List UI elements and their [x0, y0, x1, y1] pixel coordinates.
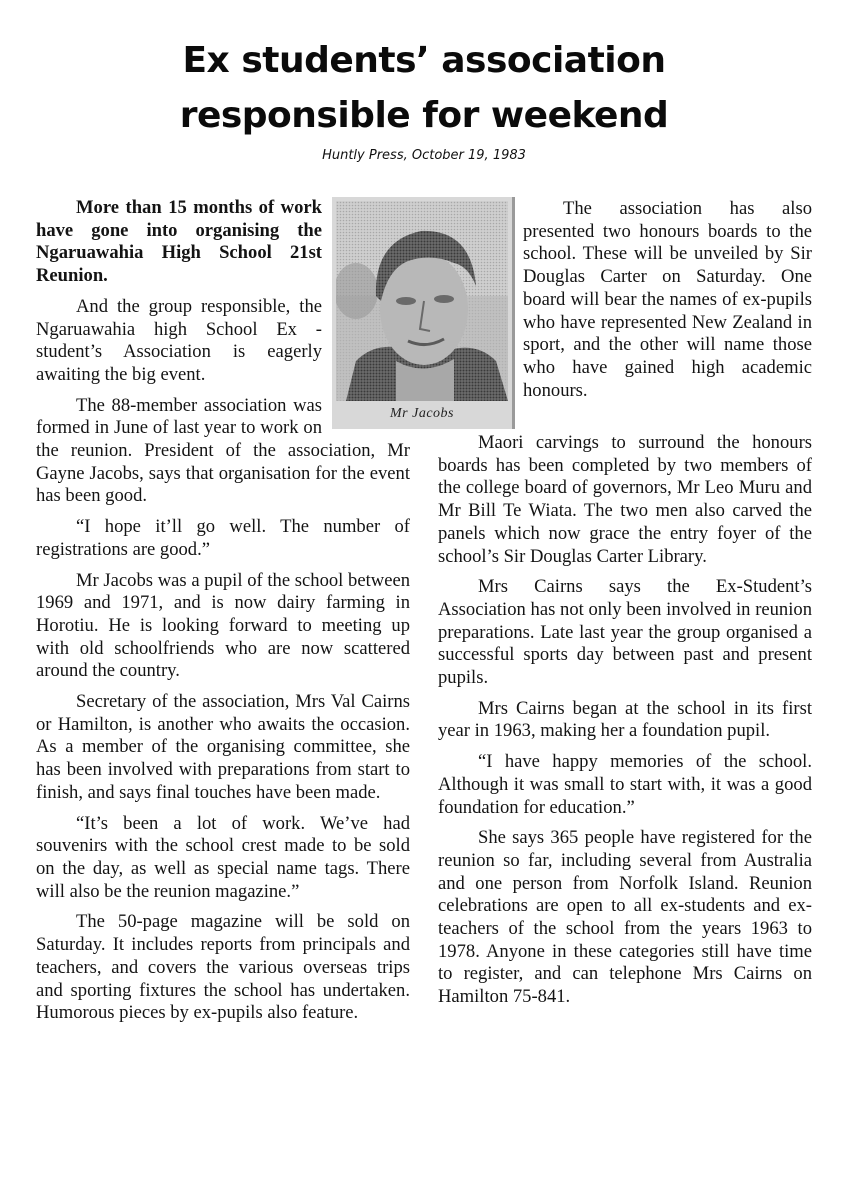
lead-paragraph: More than 15 months of work have gone into organising the Ngaruawahia High School 21st Reunion. — [36, 197, 322, 287]
paragraph: “I have happy memories of the school. Although it was small to start with, it was a good foundation for education.” — [438, 751, 812, 818]
headline-line-2: responsible for weekend — [179, 95, 669, 136]
paragraph: Maori carvings to surround the honours boards has been completed by two members of the college board of governors, Mr Leo Muru and Mr Bill Te Wiata. The two men also carved the panels which now grace the entry foyer of the school’s Sir Douglas Carter Library. — [438, 432, 812, 567]
portrait-photo — [336, 201, 508, 401]
paragraph: Mr Jacobs was a pupil of the school between 1969 and 1971, and is now dairy farming in Horotiu. He is looking forward to meeting up with old schoolfriends who are now scattered around the country. — [36, 569, 410, 682]
paragraph: Mrs Cairns says the Ex-Student’s Association has not only been involved in reunion preparations. Late last year the group organised a successful sports day between past and present pupils. — [438, 576, 812, 689]
paragraph: The 88-member association was formed in June of last year to work on the reunion. President of the association, Mr Gayne Jacobs, says that organisation for the event has been good. — [36, 394, 410, 507]
paragraph: Secretary of the association, Mrs Val Cairns or Hamilton, is another who awaits the occasion. As a member of the organising committee, she has been involved with preparations from start to finish, and says final touches have been made. — [36, 691, 410, 803]
paragraph: And the group responsible, the Ngaruawahia high School Ex -student’s Association is eagerly awaiting the big event. — [36, 295, 322, 385]
photo-frame — [332, 197, 515, 429]
paragraph: “It’s been a lot of work. We’ve had souvenirs with the school crest made to be sold on the day, as well as special name tags. There will also be the reunion magazine.” — [36, 812, 410, 902]
left-column — [36, 197, 454, 1033]
headline-line-1: Ex students’ association — [182, 40, 666, 81]
paragraph: “I hope it’ll go well. The number of registrations are good.” — [36, 516, 410, 560]
paragraph: The association has also presented two honours boards to the school. These will be unveiled by Sir Douglas Carter on Saturday. One board will bear the names of ex-pupils who have represented New Zealand in sport, and the other will name those who have gained high academic honours. — [523, 198, 812, 401]
paragraph: Mrs Cairns began at the school in its first year in 1963, making her a foundation pupil. — [438, 697, 812, 742]
source-credit: Huntly Press, October 19, 1983 — [322, 148, 526, 163]
right-column-top — [523, 198, 812, 410]
photo-caption: Mr Jacobs — [390, 406, 454, 421]
paragraph: The 50-page magazine will be sold on Saturday. It includes reports from principals and teachers, and covers the various overseas trips and sporting fixtures the school has undertaken. Humorous pieces by ex-pupils also feature. — [36, 911, 410, 1024]
right-column — [438, 432, 812, 1017]
photo-figure — [332, 197, 512, 429]
paragraph: She says 365 people have registered for the reunion so far, including several from Australia and one person from Norfolk Island. Reunion celebrations are open to all ex-students and ex-teachers of the school from the years 1963 to 1978. Anyone in these categories still have time to register, and can telephone Mrs Cairns on Hamilton 75-841. — [438, 827, 812, 1008]
